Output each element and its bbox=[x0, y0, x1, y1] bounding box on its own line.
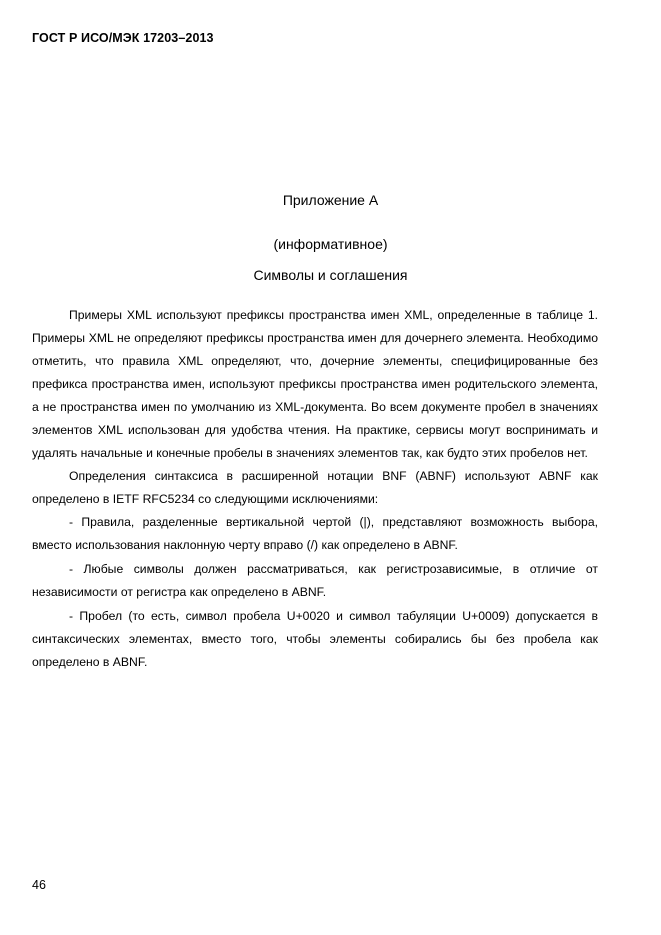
appendix-title: Приложение А bbox=[282, 192, 379, 208]
document-header: ГОСТ Р ИСО/МЭК 17203–2013 bbox=[32, 31, 214, 45]
list-item-case-sensitivity: - Любые символы должен рассматриваться, как регистрозависимые, в отличие от независимости от регистра как определено в ABNF. bbox=[32, 562, 598, 599]
list-item-whitespace: - Пробел (то есть, символ пробела U+0020 и символ табуляции U+0009) допускается в синтаксических элементах, вместо того, чтобы элементы собирались бы без пробела как определено в ABNF. bbox=[32, 609, 598, 669]
appendix-subtitle: (информативное) bbox=[273, 236, 388, 252]
body-text bbox=[32, 304, 598, 674]
paragraph-intro: Примеры XML используют префиксы пространства имен XML, определенные в таблице 1. Примеры XML не определяют префиксы пространства имен для дочернего элемента. Необходимо отметить, что правила XML определяют, что, дочерние элементы, специфицированные без префикса пространства имен, используют префиксы пространства имен родительского элемента, а не пространства имен по умолчанию из XML-документа. Во всем документе пробел в значениях элементов XML использован для удобства чтения. На практике, сервисы могут воспринимать и удалять начальные и конечные пробелы в значениях элементов так, как будто этих пробелов нет. bbox=[32, 308, 598, 460]
page-number: 46 bbox=[32, 878, 46, 892]
list-item-rule-separator: - Правила, разделенные вертикальной чертой (|), представляют возможность выбора, вместо использования наклонную черту вправо (/) как определено в ABNF. bbox=[32, 515, 598, 552]
section-heading: Символы и соглашения bbox=[253, 267, 408, 283]
paragraph-abnf: Определения синтаксиса в расширенной нотации BNF (ABNF) используют ABNF как определено в IETF RFC5234 со следующими исключениями: bbox=[32, 469, 598, 506]
